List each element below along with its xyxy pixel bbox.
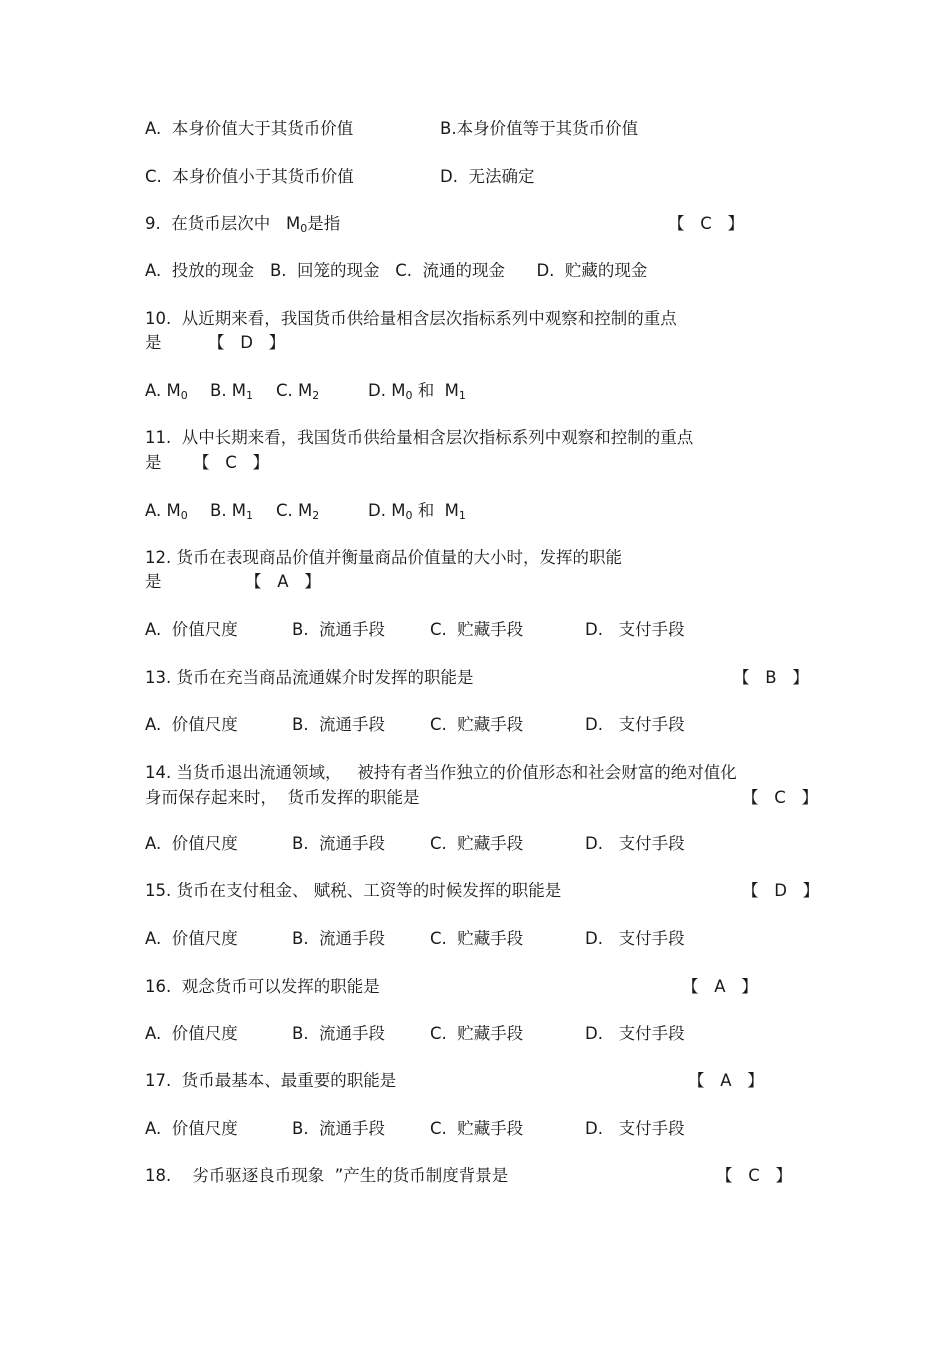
q10-stem-line2: 是 (145, 333, 162, 352)
q13-answer: 【 B 】 (733, 668, 809, 687)
q10-option-d: D. $M_0$ 和 $M_1$ (368, 381, 466, 402)
q16-option-a: A. 价值尺度 (145, 1024, 238, 1043)
q14-option-d: D. 支付手段 (585, 834, 685, 853)
q13-option-c: C. 贮藏手段 (430, 715, 524, 734)
q9-stem: 9. 在货币层次中 $M_0$是指 (145, 214, 341, 235)
q10-answer: 【 D 】 (208, 333, 286, 352)
q16-answer: 【 A 】 (682, 977, 758, 996)
q15-stem: 15. 货币在支付租金、 赋税、工资等的时候发挥的职能是 (145, 881, 562, 900)
q16-option-b: B. 流通手段 (292, 1024, 386, 1043)
q18-answer: 【 C 】 (716, 1166, 792, 1185)
q12-option-b: B. 流通手段 (292, 620, 386, 639)
q12-option-c: C. 贮藏手段 (430, 620, 524, 639)
q12-answer: 【 A 】 (245, 572, 321, 591)
q15-option-c: C. 贮藏手段 (430, 929, 524, 948)
q17-option-b: B. 流通手段 (292, 1119, 386, 1138)
q10-option-b: B. $M_1$ (210, 381, 254, 402)
q14-option-c: C. 贮藏手段 (430, 834, 524, 853)
q11-option-b: B. $M_1$ (210, 501, 254, 522)
q8-option-c: C. 本身价值小于其货币价值 (145, 167, 354, 186)
q10-option-c: C. $M_2$ (276, 381, 320, 402)
q8-option-a: A. 本身价值大于其货币价值 (145, 119, 354, 138)
q12-option-a: A. 价值尺度 (145, 620, 238, 639)
q17-stem: 17. 货币最基本、最重要的职能是 (145, 1071, 397, 1090)
q13-stem: 13. 货币在充当商品流通媒介时发挥的职能是 (145, 668, 474, 687)
q10-stem-line1: 10. 从近期来看，我国货币供给量相含层次指标系列中观察和控制的重点 (145, 309, 677, 328)
q11-option-a: A. $M_0$ (145, 501, 188, 522)
q14-stem-line2: 身而保存起来时， 货币发挥的职能是 (145, 788, 420, 807)
q13-option-a: A. 价值尺度 (145, 715, 238, 734)
q17-option-c: C. 贮藏手段 (430, 1119, 524, 1138)
q11-option-c: C. $M_2$ (276, 501, 320, 522)
q13-option-d: D. 支付手段 (585, 715, 685, 734)
q12-option-d: D. 支付手段 (585, 620, 685, 639)
q11-stem-line1: 11. 从中长期来看，我国货币供给量相含层次指标系列中观察和控制的重点 (145, 428, 694, 447)
q9-answer: 【 C 】 (668, 214, 744, 233)
q15-option-b: B. 流通手段 (292, 929, 386, 948)
q14-option-a: A. 价值尺度 (145, 834, 238, 853)
q14-option-b: B. 流通手段 (292, 834, 386, 853)
q15-option-a: A. 价值尺度 (145, 929, 238, 948)
q13-option-b: B. 流通手段 (292, 715, 386, 734)
q17-answer: 【 A 】 (688, 1071, 764, 1090)
q14-answer: 【 C 】 (742, 788, 818, 807)
q12-stem-line1: 12. 货币在表现商品价值并衡量商品价值量的大小时，发挥的职能 (145, 548, 622, 567)
q11-stem-line2: 是 (145, 453, 162, 472)
q18-stem: 18. 劣币驱逐良币现象 ”产生的货币制度背景是 (145, 1166, 509, 1185)
q17-option-d: D. 支付手段 (585, 1119, 685, 1138)
q16-option-c: C. 贮藏手段 (430, 1024, 524, 1043)
q8-option-d: D. 无法确定 (440, 167, 535, 186)
q16-option-d: D. 支付手段 (585, 1024, 685, 1043)
q10-option-a: A. $M_0$ (145, 381, 188, 402)
q9-options: A. 投放的现金 B. 回笼的现金 C. 流通的现金 D. 贮藏的现金 (145, 261, 648, 280)
q11-answer: 【 C 】 (193, 453, 269, 472)
q12-stem-line2: 是 (145, 572, 162, 591)
q11-option-d: D. $M_0$ 和 $M_1$ (368, 501, 466, 522)
q15-answer: 【 D 】 (742, 881, 820, 900)
q15-option-d: D. 支付手段 (585, 929, 685, 948)
q17-option-a: A. 价值尺度 (145, 1119, 238, 1138)
q8-option-b: B.本身价值等于其货币价值 (440, 119, 639, 138)
q16-stem: 16. 观念货币可以发挥的职能是 (145, 977, 380, 996)
q14-stem-line1: 14. 当货币退出流通领域， 被持有者当作独立的价值形态和社会财富的绝对值化 (145, 763, 737, 782)
